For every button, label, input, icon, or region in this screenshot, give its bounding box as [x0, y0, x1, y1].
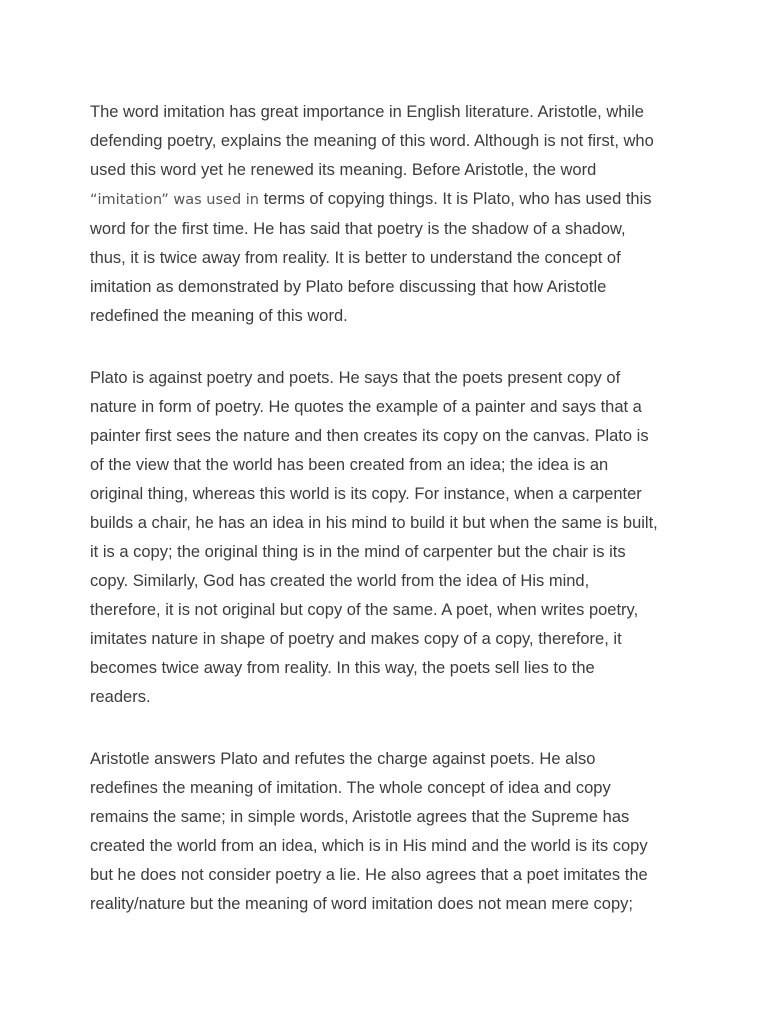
- text-line: therefore, it is not original but copy of the same. A poet, when writes poetry,: [90, 601, 639, 619]
- text-line: The word imitation has great importance in English literature. Aristotle, while: [90, 103, 644, 121]
- text-line: original thing, whereas this world is its copy. For instance, when a carpenter: [90, 485, 642, 503]
- text-line: thus, it is twice away from reality. It is better to understand the concept of: [90, 249, 621, 267]
- text-line: but he does not consider poetry a lie. He also agrees that a poet imitates the: [90, 866, 648, 884]
- text-line: copy. Similarly, God has created the world from the idea of His mind,: [90, 572, 590, 590]
- text-line: becomes twice away from reality. In this way, the poets sell lies to the: [90, 659, 595, 677]
- text-line: word for the first time. He has said that poetry is the shadow of a shadow,: [90, 220, 626, 238]
- paragraph-2: [90, 364, 690, 712]
- text-line: defending poetry, explains the meaning of this word. Although is not first, who: [90, 132, 654, 150]
- text-line-rest: terms of copying things. It is Plato, who has used this: [258, 190, 652, 208]
- paragraph-1: [90, 98, 690, 331]
- quoted-imitation-text: “imitation” was used in: [90, 192, 259, 208]
- text-line: it is a copy; the original thing is in the mind of carpenter but the chair is its: [90, 543, 626, 561]
- text-line: redefines the meaning of imitation. The whole concept of idea and copy: [90, 779, 611, 797]
- text-line: used this word yet he renewed its meaning. Before Aristotle, the word: [90, 161, 597, 179]
- text-line: readers.: [90, 688, 151, 706]
- text-line: Plato is against poetry and poets. He says that the poets present copy of: [90, 369, 621, 387]
- text-line: Aristotle answers Plato and refutes the charge against poets. He also: [90, 750, 596, 768]
- text-line: remains the same; in simple words, Aristotle agrees that the Supreme has: [90, 808, 630, 826]
- text-line: redefined the meaning of this word.: [90, 307, 348, 325]
- text-line: created the world from an idea, which is in His mind and the world is its copy: [90, 837, 648, 855]
- text-line: imitates nature in shape of poetry and makes copy of a copy, therefore, it: [90, 630, 622, 648]
- paragraph-3: [90, 745, 690, 919]
- text-line-mixed: [90, 185, 690, 215]
- text-line: imitation as demonstrated by Plato before discussing that how Aristotle: [90, 278, 607, 296]
- text-line: of the view that the world has been created from an idea; the idea is an: [90, 456, 609, 474]
- text-line: nature in form of poetry. He quotes the example of a painter and says that a: [90, 398, 642, 416]
- text-line: painter first sees the nature and then creates its copy on the canvas. Plato is: [90, 427, 649, 445]
- text-line: reality/nature but the meaning of word imitation does not mean mere copy;: [90, 895, 633, 913]
- document-body: [90, 98, 690, 952]
- text-line: builds a chair, he has an idea in his mind to build it but when the same is built,: [90, 514, 658, 532]
